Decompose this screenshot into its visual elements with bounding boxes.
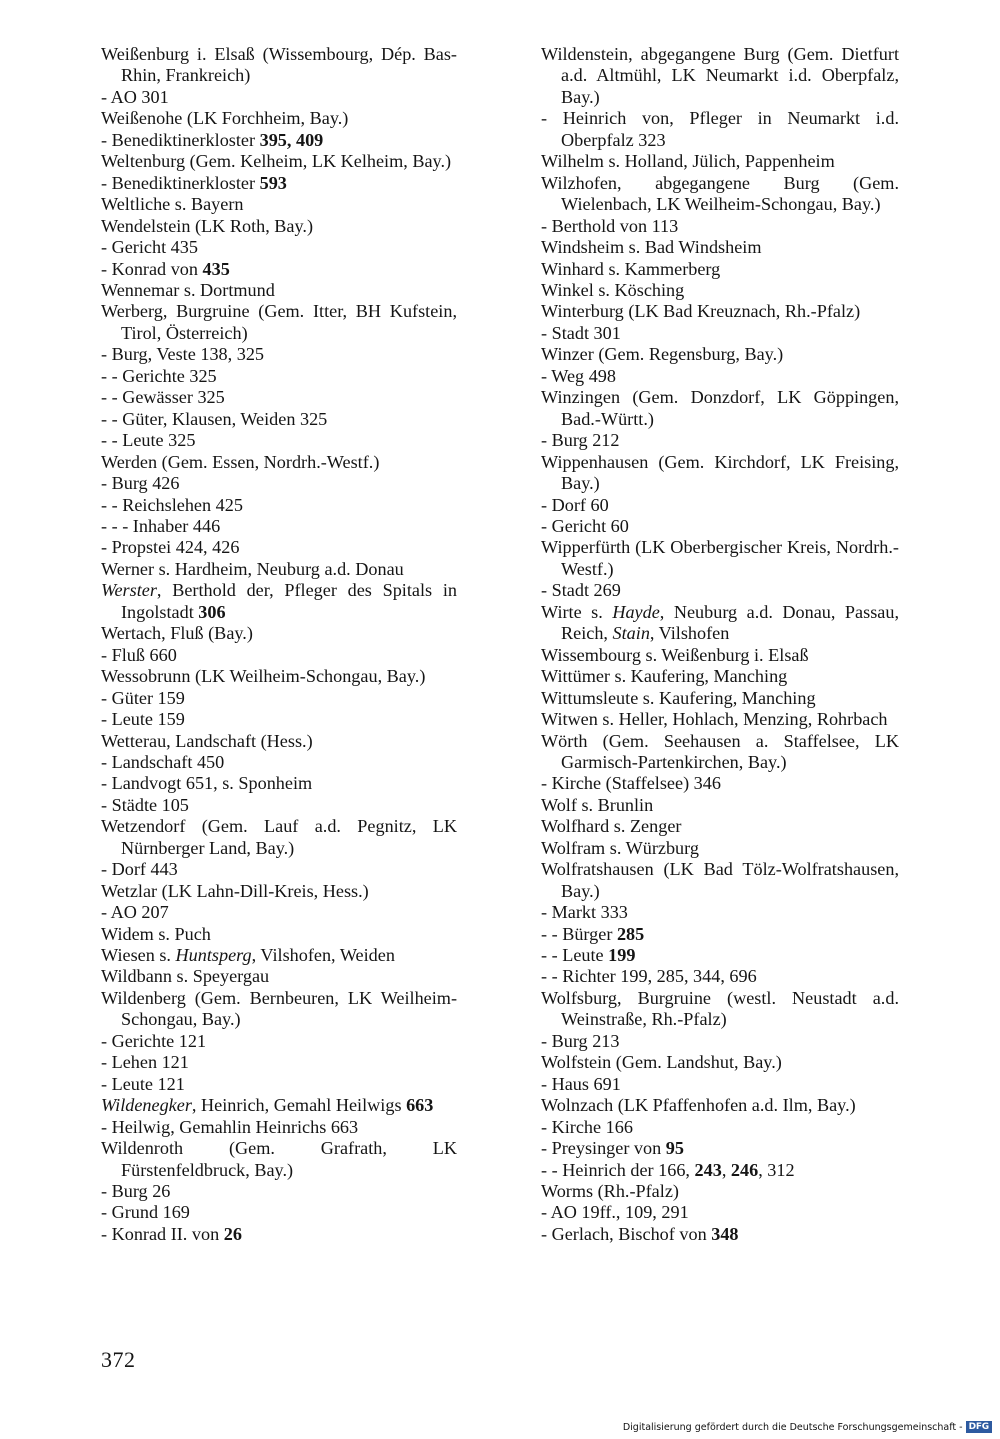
index-entry: [101, 194, 457, 215]
index-entry: [541, 1031, 899, 1052]
index-entry: [101, 580, 457, 623]
entry-text: 593: [259, 172, 287, 193]
entry-text: - Dorf 443: [101, 859, 178, 880]
entry-text: - Burg 213: [541, 1030, 620, 1051]
entry-text: - Berthold von 113: [541, 215, 679, 236]
entry-text: Wolfram s. Würzburg: [541, 837, 699, 858]
index-entry: [541, 387, 899, 430]
entry-text: - Konrad II. von: [101, 1223, 224, 1244]
entry-text: - Heinrich von, Pfleger in Neumarkt i.d. Oberpfalz 323: [541, 108, 899, 150]
entry-text: - Konrad von: [101, 258, 203, 279]
entry-text: - Propstei 424, 426: [101, 537, 240, 558]
index-entry: [541, 366, 899, 387]
entry-text: - Landvogt 651, s. Sponheim: [101, 773, 313, 794]
index-entry: [101, 344, 457, 365]
entry-text: - Gericht 60: [541, 515, 629, 536]
index-entry: [101, 1031, 457, 1052]
entry-text: 395, 409: [259, 129, 324, 150]
entry-text: - Grund 169: [101, 1202, 190, 1223]
entry-text: Wilzhofen, abgegangene Burg (Gem. Wielenbach, LK Weilheim-Schongau, Bay.): [541, 172, 899, 215]
index-entry: [101, 151, 457, 172]
entry-text: - Burg 426: [101, 473, 180, 494]
entry-text: - AO 19ff., 109, 291: [541, 1202, 689, 1223]
index-entry: [101, 816, 457, 859]
entry-text: 95: [665, 1138, 684, 1159]
index-entry: [541, 280, 899, 301]
entry-text: - Burg 212: [541, 430, 620, 451]
entry-text: Stain: [612, 623, 650, 644]
entry-text: Werberg, Burgruine (Gem. Itter, BH Kufstein, Tirol, Österreich): [101, 301, 457, 343]
index-entry: [541, 945, 899, 966]
index-entry: [101, 795, 457, 816]
index-entry: [541, 237, 899, 258]
index-entry: [101, 1052, 457, 1073]
entry-text: - - Gewässer 325: [101, 387, 225, 408]
entry-text: Wolfratshausen (LK Bad Tölz-Wolfratshausen, Bay.): [541, 859, 899, 901]
entry-text: Weißenohe (LK Forchheim, Bay.): [101, 108, 349, 129]
index-entry: [541, 1160, 899, 1181]
index-entry: [541, 1224, 899, 1245]
entry-text: - Städte 105: [101, 794, 189, 815]
index-entry: [101, 87, 457, 108]
index-entry: [101, 709, 457, 730]
index-entry: [101, 495, 457, 516]
entry-text: 435: [202, 258, 230, 279]
entry-text: - - Güter, Klausen, Weiden 325: [101, 408, 328, 429]
entry-text: Hayde: [612, 601, 660, 622]
index-entry: [101, 387, 457, 408]
entry-text: Winhard s. Kammerberg: [541, 258, 721, 279]
index-entry: [541, 1138, 899, 1159]
index-entry: [101, 988, 457, 1031]
index-entry: [541, 645, 899, 666]
entry-text: - - Reichslehen 425: [101, 494, 243, 515]
entry-text: - Dorf 60: [541, 494, 609, 515]
index-entry: [541, 44, 899, 108]
entry-text: Wildenegker: [101, 1095, 192, 1116]
entry-text: - Haus 691: [541, 1073, 621, 1094]
entry-text: - Benediktinerkloster: [101, 129, 260, 150]
index-entry: [101, 1224, 457, 1245]
index-entry: [541, 151, 899, 172]
index-entry: [101, 473, 457, 494]
entry-text: , 312: [758, 1159, 795, 1180]
index-entry: [541, 537, 899, 580]
index-entry: [101, 409, 457, 430]
entry-text: Wetzlar (LK Lahn-Dill-Kreis, Hess.): [101, 880, 369, 901]
entry-text: - Weg 498: [541, 365, 616, 386]
index-entry: [541, 1074, 899, 1095]
entry-text: ,: [721, 1159, 731, 1180]
entry-text: Wolfhard s. Zenger: [541, 816, 682, 837]
index-entry: [541, 988, 899, 1031]
index-entry: [101, 902, 457, 923]
entry-text: - Preysinger von: [541, 1138, 666, 1159]
digitization-footer: [623, 1421, 992, 1433]
entry-text: Werner s. Hardheim, Neuburg a.d. Donau: [101, 558, 404, 579]
entry-text: - Kirche 166: [541, 1116, 633, 1137]
index-entry: [541, 731, 899, 774]
index-entry: [101, 216, 457, 237]
entry-text: - Benediktinerkloster: [101, 172, 260, 193]
entry-text: - Stadt 269: [541, 580, 621, 601]
entry-text: , Vilshofen, Weiden: [251, 945, 395, 966]
entry-text: Wiesen s.: [101, 945, 176, 966]
entry-text: Wildenberg (Gem. Bernbeuren, LK Weilheim-Schongau, Bay.): [101, 987, 457, 1030]
index-entry: [101, 731, 457, 752]
entry-text: Wolfstein (Gem. Landshut, Bay.): [541, 1052, 782, 1073]
entry-text: - Fluß 660: [101, 644, 177, 665]
index-entry: [101, 623, 457, 644]
entry-text: 663: [406, 1095, 434, 1116]
entry-text: Wipperfürth (LK Oberbergischer Kreis, Nordrh.-Westf.): [541, 537, 899, 579]
entry-text: Wolnzach (LK Pfaffenhofen a.d. Ilm, Bay.): [541, 1095, 856, 1116]
page-number: 372: [101, 1347, 136, 1372]
entry-text: - - Gerichte 325: [101, 365, 217, 386]
entry-text: Winterburg (LK Bad Kreuznach, Rh.-Pfalz): [541, 301, 861, 322]
index-entry: [541, 323, 899, 344]
entry-text: Wildenroth (Gem. Grafrath, LK Fürstenfeldbruck, Bay.): [101, 1138, 457, 1180]
index-entry: [541, 602, 899, 645]
index-entry: [541, 1095, 899, 1116]
index-entry: [101, 280, 457, 301]
entry-text: - AO 207: [101, 902, 169, 923]
entry-text: - Landschaft 450: [101, 751, 225, 772]
entry-text: Weißenburg i. Elsaß (Wissembourg, Dép. Bas-Rhin, Frankreich): [101, 44, 457, 86]
entry-text: Wissembourg s. Weißenburg i. Elsaß: [541, 644, 809, 665]
entry-text: Wörth (Gem. Seehausen a. Staffelsee, LK Garmisch-Partenkirchen, Bay.): [541, 730, 899, 772]
index-entry: [101, 645, 457, 666]
entry-text: - - Leute 325: [101, 430, 196, 451]
index-entry: [541, 966, 899, 987]
index-entry: [541, 259, 899, 280]
entry-text: - Güter 159: [101, 687, 185, 708]
index-entry: [541, 838, 899, 859]
entry-text: 243: [694, 1159, 722, 1180]
entry-text: - Markt 333: [541, 902, 628, 923]
entry-text: Huntsperg: [175, 945, 252, 966]
index-entry: [541, 516, 899, 537]
index-entry: [101, 1095, 457, 1116]
entry-text: 199: [608, 945, 636, 966]
index-entry: [101, 924, 457, 945]
entry-text: - AO 301: [101, 86, 169, 107]
index-entry: [101, 366, 457, 387]
index-entry: [101, 430, 457, 451]
entry-text: - - - Inhaber 446: [101, 515, 221, 536]
index-entry: [101, 1202, 457, 1223]
index-entry: [541, 452, 899, 495]
entry-text: - Burg 26: [101, 1181, 171, 1202]
entry-text: Wittumsleute s. Kaufering, Manching: [541, 687, 816, 708]
entry-text: 26: [223, 1223, 242, 1244]
entry-text: Wertach, Fluß (Bay.): [101, 623, 253, 644]
entry-text: , Neuburg a.d. Donau, Passau, Reich,: [561, 601, 899, 644]
index-entry: [101, 688, 457, 709]
entry-text: - Stadt 301: [541, 322, 621, 343]
index-entry: [101, 108, 457, 129]
index-entry: [101, 44, 457, 87]
index-entry: [541, 859, 899, 902]
entry-text: Werden (Gem. Essen, Nordrh.-Westf.): [101, 451, 380, 472]
index-entry: [101, 130, 457, 151]
entry-text: Wendelstein (LK Roth, Bay.): [101, 215, 314, 236]
index-entry: [101, 881, 457, 902]
entry-text: - - Bürger: [541, 923, 617, 944]
entry-text: Werster: [101, 580, 157, 601]
entry-text: Wirte s.: [541, 601, 613, 622]
index-entry: [541, 1052, 899, 1073]
entry-text: , Vilshofen: [649, 623, 730, 644]
index-entry: [541, 666, 899, 687]
index-entry: [101, 301, 457, 344]
entry-text: Winzer (Gem. Regensburg, Bay.): [541, 344, 784, 365]
index-entry: [101, 773, 457, 794]
index-entry: [541, 688, 899, 709]
entry-text: Witwen s. Heller, Hohlach, Menzing, Rohrbach: [541, 709, 888, 730]
entry-text: Winzingen (Gem. Donzdorf, LK Göppingen, Bad.-Württ.): [541, 387, 899, 429]
index-column-left: [101, 44, 457, 1245]
index-entry: [541, 344, 899, 365]
entry-text: Wilhelm s. Holland, Jülich, Pappenheim: [541, 151, 835, 172]
entry-text: Worms (Rh.-Pfalz): [541, 1181, 679, 1202]
index-entry: [541, 580, 899, 601]
entry-text: - Gerichte 121: [101, 1030, 207, 1051]
entry-text: Weltenburg (Gem. Kelheim, LK Kelheim, Bay.): [101, 151, 452, 172]
index-entry: [541, 1202, 899, 1223]
entry-text: Winkel s. Kösching: [541, 279, 685, 300]
entry-text: , Heinrich, Gemahl Heilwigs: [191, 1095, 407, 1116]
entry-text: - Burg, Veste 138, 325: [101, 344, 265, 365]
index-entry: [541, 709, 899, 730]
index-entry: [101, 259, 457, 280]
entry-text: 348: [711, 1223, 739, 1244]
index-entry: [101, 1181, 457, 1202]
entry-text: - Kirche (Staffelsee) 346: [541, 773, 721, 794]
index-entry: [541, 816, 899, 837]
index-entry: [541, 1117, 899, 1138]
index-entry: [101, 452, 457, 473]
entry-text: Wildbann s. Speyergau: [101, 966, 270, 987]
entry-text: - - Heinrich der 166,: [541, 1159, 695, 1180]
index-entry: [541, 924, 899, 945]
index-entry: [101, 559, 457, 580]
index-entry: [541, 173, 899, 216]
entry-text: Windsheim s. Bad Windsheim: [541, 237, 762, 258]
index-entry: [101, 237, 457, 258]
index-entry: [101, 945, 457, 966]
index-entry: [541, 773, 899, 794]
entry-text: 285: [616, 923, 645, 944]
index-entry: [541, 108, 899, 151]
entry-text: - Leute 121: [101, 1073, 185, 1094]
index-entry: [541, 495, 899, 516]
index-entry: [101, 537, 457, 558]
index-entry: [101, 966, 457, 987]
index-entry: [101, 1138, 457, 1181]
index-entry: [541, 795, 899, 816]
index-entry: [541, 216, 899, 237]
index-entry: [541, 1181, 899, 1202]
index-entry: [541, 301, 899, 322]
index-entry: [101, 1117, 457, 1138]
entry-text: - - Richter 199, 285, 344, 696: [541, 966, 757, 987]
index-entry: [101, 1074, 457, 1095]
index-entry: [101, 173, 457, 194]
index-entry: [541, 902, 899, 923]
entry-text: - Lehen 121: [101, 1052, 189, 1073]
entry-text: Wolf s. Brunlin: [541, 794, 654, 815]
index-entry: [541, 430, 899, 451]
entry-text: - Leute 159: [101, 709, 185, 730]
entry-text: Wetzendorf (Gem. Lauf a.d. Pegnitz, LK Nürnberger Land, Bay.): [101, 816, 457, 858]
index-entry: [101, 859, 457, 880]
entry-text: 306: [198, 601, 226, 622]
entry-text: - Heilwig, Gemahlin Heinrichs 663: [101, 1116, 359, 1137]
entry-text: Wetterau, Landschaft (Hess.): [101, 730, 313, 751]
entry-text: Weltliche s. Bayern: [101, 194, 244, 215]
entry-text: - Gericht 435: [101, 237, 198, 258]
entry-text: Wippenhausen (Gem. Kirchdorf, LK Freising, Bay.): [541, 451, 899, 494]
entry-text: Wolfsburg, Burgruine (westl. Neustadt a.d. Weinstraße, Rh.-Pfalz): [541, 987, 899, 1030]
entry-text: Wildenstein, abgegangene Burg (Gem. Dietfurt a.d. Altmühl, LK Neumarkt i.d. Oberpfalz, Bay.): [541, 44, 899, 107]
entry-text: Wittümer s. Kaufering, Manching: [541, 666, 788, 687]
dfg-logo: DFG: [966, 1421, 992, 1433]
index-column-right: [541, 44, 899, 1245]
entry-text: Wennemar s. Dortmund: [101, 279, 275, 300]
index-entry: [101, 516, 457, 537]
index-entry: [101, 752, 457, 773]
entry-text: , Berthold der, Pfleger des Spitals in Ingolstadt: [121, 580, 457, 622]
entry-text: Widem s. Puch: [101, 923, 211, 944]
entry-text: 246: [730, 1159, 759, 1180]
footer-credit: Digitalisierung gefördert durch die Deutsche Forschungsgemeinschaft -: [622, 1421, 963, 1433]
index-entry: [101, 666, 457, 687]
entry-text: - - Leute: [541, 945, 609, 966]
entry-text: - Gerlach, Bischof von: [541, 1223, 712, 1244]
entry-text: Wessobrunn (LK Weilheim-Schongau, Bay.): [101, 666, 426, 687]
